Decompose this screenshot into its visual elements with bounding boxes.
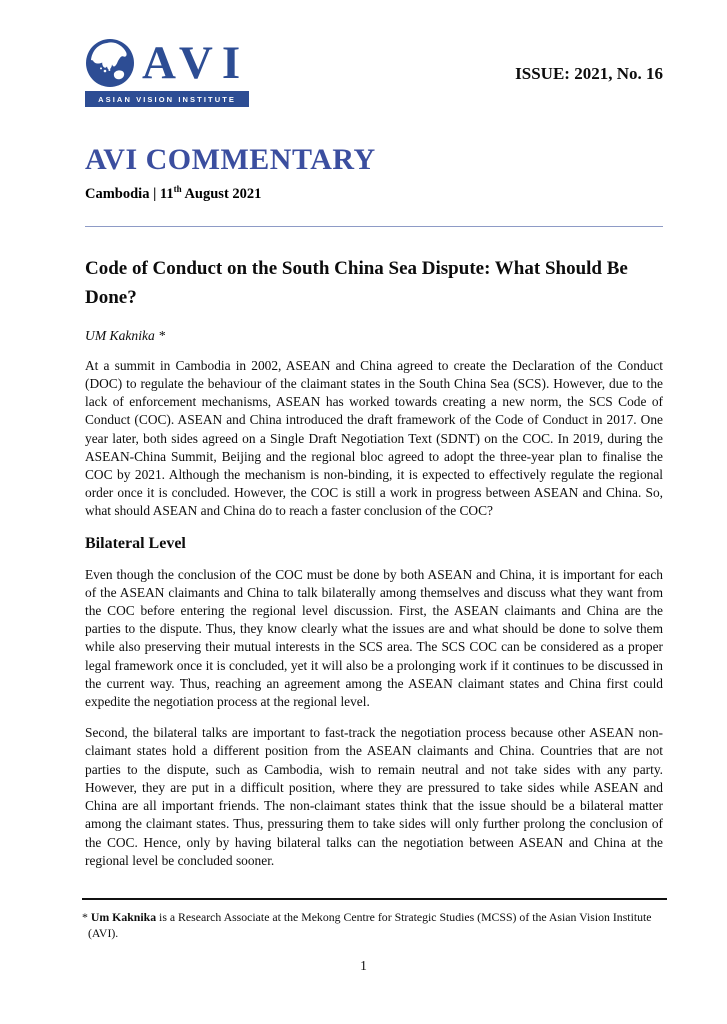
globe-asia-icon [85, 38, 135, 88]
body-paragraph-1: Even though the conclusion of the COC must be done by both ASEAN and China, it is important for each of the ASEAN claimants and China to talk bilaterally among themselves and discuss what they want from the COC before entering the regional level discussion. First, the ASEAN claimants and China are the parties to the dispute. Thus, they know clearly what the issues are and what should be done to solve them while also preserving their mutual interests in the SCS area. The SCS COC can be considered as a proper legal framework once it is concluded, yet it will also be a prolonging work if it continues to be discussed in the current way. Thus, reaching an agreement among the ASEAN claimant states and China first could expedite the negotiation process at the regional level. [85, 566, 663, 710]
issue-label: ISSUE: 2021, No. 16 [515, 64, 663, 83]
article-title: Code of Conduct on the South China Sea Dispute: What Should Be Done? [85, 257, 628, 308]
dateline-ordinal: th [173, 184, 182, 194]
footnote-area [82, 898, 667, 941]
footnote-author-name: Um Kaknika [90, 910, 157, 924]
body-paragraph-2: Second, the bilateral talks are important to fast-track the negotiation process because other ASEAN non-claimant states hold a different position from the ASEAN claimants and China. Countries that are not parties to the dispute, such as Cambodia, wish to remain neutral and not take sides with any party. However, they are put in a difficult position, where they are pressured to take sides while ASEAN and China are all important friends. The non-claimant states think that the issue should be a bilateral matter among the claimant states. Thus, pressuring them to take sides will only further prolong the conclusion of the COC. Hence, only by having bilateral talks can the negotiation between ASEAN and China at the regional level be concluded sooner. [85, 725, 663, 868]
avi-logo-top [85, 38, 249, 88]
footnote [82, 909, 667, 941]
intro-paragraph: At a summit in Cambodia in 2002, ASEAN and China agreed to create the Declaration of the Conduct (DOC) to regulate the behaviour of the claimant states in the South China Sea (SCS). However, due to the lack of enforcement mechanisms, ASEAN has worked towards creating a new norm, the SCS Code of Conduct (COC). ASEAN and China introduced the draft framework of the Code of Conduct in 2017. One year later, both sides agreed on a Single Draft Negotiation Text (SDNT) on the COC. In 2019, during the ASEAN-China Summit, Beijing and the regional bloc agreed to adopt the three-year plan to finalise the COC by 2021. Although the mechanism is non-binding, it is expected to effectively regulate the regional order once it is concluded. However, the COC is still a work in progress between ASEAN and China. So, what should ASEAN and China do to reach a faster conclusion of the COC? [85, 357, 663, 519]
logo-banner: ASIAN VISION INSTITUTE [85, 91, 249, 107]
page-number: 1 [360, 958, 367, 973]
dateline [85, 184, 663, 203]
page-header [85, 0, 663, 107]
footnote-body: is a Research Associate at the Mekong Centre for Strategic Studies (MCSS) of the Asian Vision Institute (AVI). [88, 910, 652, 940]
logo-acronym: AVI [142, 37, 250, 89]
section-heading-bilateral-level: Bilateral Level [85, 534, 186, 552]
header-divider [85, 226, 663, 227]
avi-logo [85, 38, 249, 107]
dateline-prefix: Cambodia | 11 [85, 185, 174, 202]
footnote-marker: * [82, 910, 91, 924]
commentary-series-title: AVI COMMENTARY [85, 143, 376, 176]
dateline-suffix: August 2021 [181, 185, 262, 202]
author-line: UM Kaknika * [85, 327, 166, 343]
